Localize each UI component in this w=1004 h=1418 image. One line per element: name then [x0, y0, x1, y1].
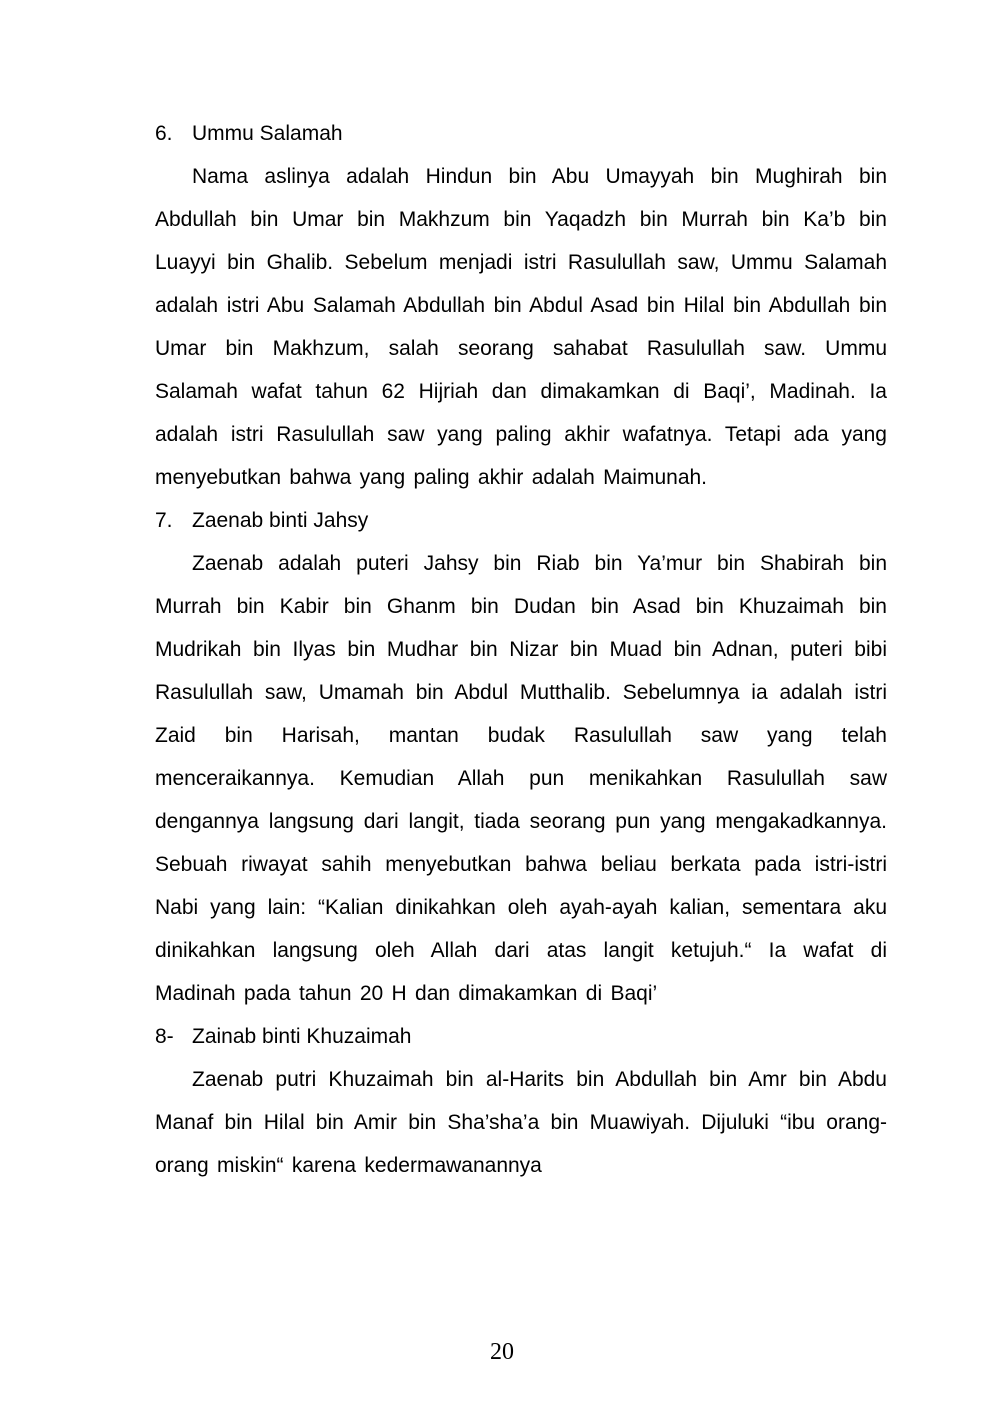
section-body-zaenab-binti-jahsy: Zaenab adalah puteri Jahsy bin Riab bin Ya’mur bin Shabirah bin Murrah bin Kabir bin Ghanm bin Dudan bin Asad bin Khuzaimah bin Mudrikah bin Ilyas bin Mudhar bin Nizar bin Muad bin Adnan, puteri bibi Rasulullah saw, Umamah bin Abdul Mutthalib. Sebelumnya ia adalah istri Zaid bin Harisah, mantan budak Rasulullah saw yang telah menceraikannya. Kemudian Allah pun menikahkan Rasulullah saw dengannya langsung dari langit, tiada seorang pun yang mengakadkannya. Sebuah riwayat sahih menyebutkan bahwa beliau berkata pada istri-istri Nabi yang lain: “Kalian dinikahkan oleh ayah-ayah kalian, sementara aku dinikahkan langsung oleh Allah dari atas langit ketujuh.“ Ia wafat di Madinah pada tahun 20 H dan dimakamkan di Baqi’	[155, 552, 887, 1005]
section-number: 6.	[155, 122, 173, 145]
page-content	[155, 112, 887, 1187]
section-heading-ummu-salamah	[155, 112, 887, 155]
section-title: Ummu Salamah	[192, 122, 343, 145]
section-body-ummu-salamah: Nama aslinya adalah Hindun bin Abu Umayyah bin Mughirah bin Abdullah bin Umar bin Makhzum bin Yaqadzh bin Murrah bin Ka’b bin Luayyi bin Ghalib. Sebelum menjadi istri Rasulullah saw, Ummu Salamah adalah istri Abu Salamah Abdullah bin Abdul Asad bin Hilal bin Abdullah bin Umar bin Makhzum, salah seorang sahabat Rasulullah saw. Ummu Salamah wafat tahun 62 Hijriah dan dimakamkan di Baqi’, Madinah. Ia adalah istri Rasulullah saw yang paling akhir wafatnya. Tetapi ada yang menyebutkan bahwa yang paling akhir adalah Maimunah.	[155, 165, 887, 489]
section-number: 7.	[155, 509, 173, 532]
section-heading-zaenab-binti-jahsy	[155, 499, 887, 542]
page-number: 20	[490, 1339, 514, 1365]
section-title: Zainab binti Khuzaimah	[192, 1025, 412, 1048]
section-heading-zainab-binti-khuzaimah	[155, 1015, 887, 1058]
section-title: Zaenab binti Jahsy	[192, 509, 369, 532]
section-number: 8-	[155, 1025, 174, 1048]
section-body-zainab-binti-khuzaimah: Zaenab putri Khuzaimah bin al-Harits bin Abdullah bin Amr bin Abdu Manaf bin Hilal bin Amir bin Sha’sha’a bin Muawiyah. Dijuluki “ibu orang-orang miskin“ karena kedermawanannya	[155, 1068, 887, 1177]
